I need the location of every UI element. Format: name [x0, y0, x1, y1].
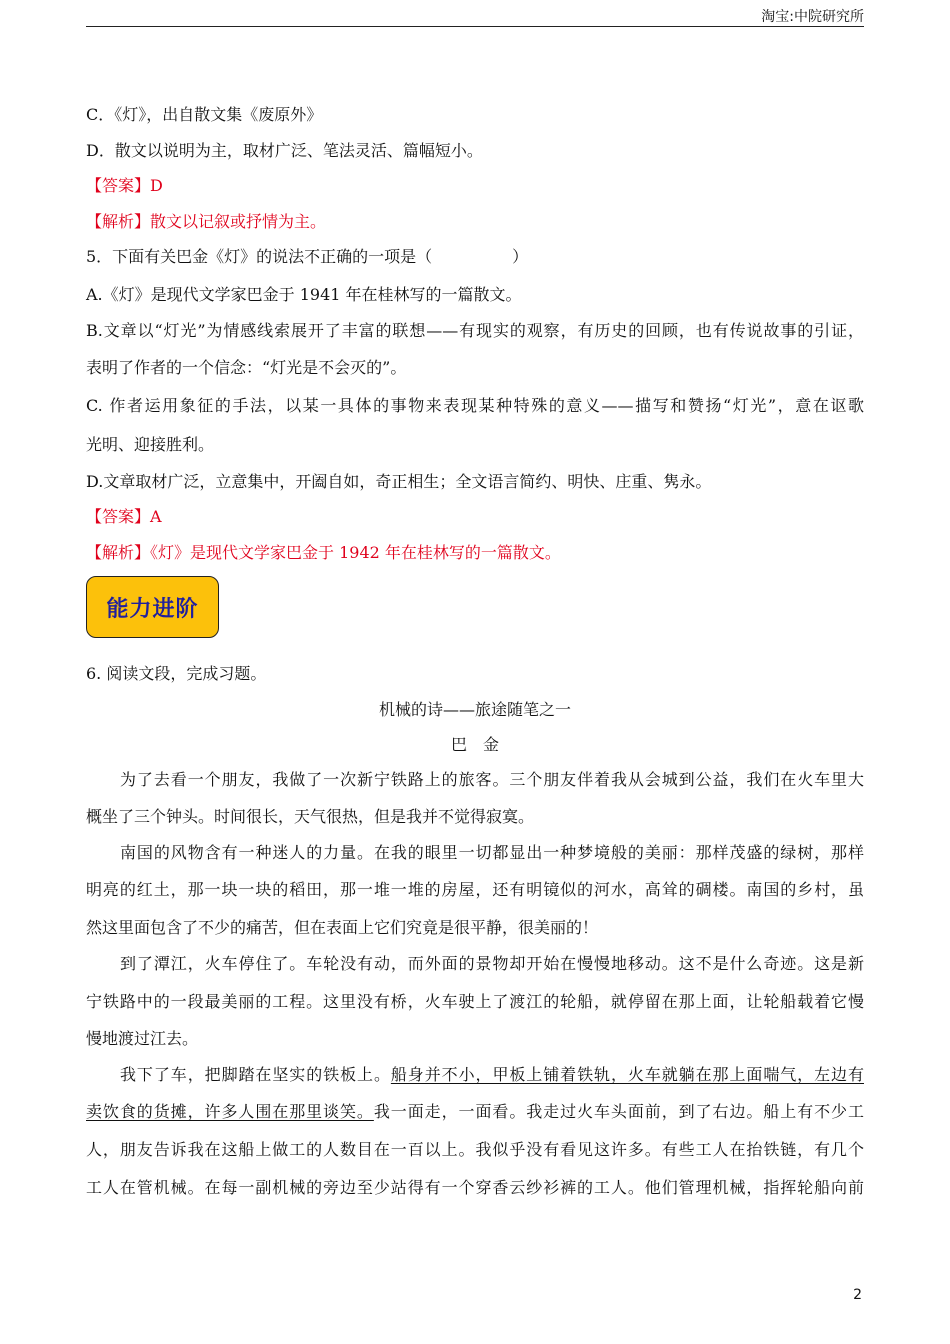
q5-analysis	[86, 542, 561, 564]
q5-stem: 5．下面有关巴金《灯》的说法不正确的一项是（ ）	[86, 247, 529, 266]
passage-p3-line1: 到了潭江，火车停住了。车轮没有动，而外面的景物却开始在慢慢地移动。这不是什么奇迹。这是新	[120, 954, 864, 973]
q5-analysis-label: 【解析】	[86, 543, 151, 562]
passage-title: 机械的诗——旅途随笔之一	[378, 700, 571, 719]
section-badge-label: 能力进阶	[106, 596, 199, 622]
q5-option-c-line1: C. 作者运用象征的手法，以某一具体的事物来表现某种特殊的意义——描写和赞扬“灯光”，意在讴歌	[86, 396, 864, 415]
q5-answer-value: A	[150, 507, 162, 526]
q4-answer-label: 【答案】	[86, 176, 151, 195]
q4-analysis-label: 【解析】	[86, 212, 151, 231]
q4-option-d: D．散文以说明为主，取材广泛、笔法灵活、篇幅短小。	[86, 141, 483, 160]
q5-answer	[86, 506, 162, 528]
header-divider	[86, 26, 864, 27]
passage-p4-line2	[86, 1101, 864, 1123]
passage-p2-line2: 明亮的红土，那一块一块的稻田，那一堆一堆的房屋，还有明镜似的河水，高耸的碉楼。南国的乡村，虽	[86, 880, 864, 899]
q5-option-a: A.《灯》是现代文学家巴金于 1941 年在桂林写的一篇散文。	[86, 285, 522, 304]
q4-answer	[86, 175, 163, 197]
q6-stem: 6. 阅读文段，完成习题。	[86, 664, 267, 683]
passage-p3-line3: 慢地渡过江去。	[86, 1029, 199, 1048]
q4-analysis-text: 散文以记叙或抒情为主。	[150, 212, 327, 231]
passage-p4-line4: 工人在管机械。在每一副机械的旁边至少站得有一个穿香云纱衫裤的工人。他们管理机械，指挥轮船向前	[86, 1178, 864, 1197]
passage-p2-line3: 然这里面包含了不少的痛苦，但在表面上它们究竟是很平静，很美丽的！	[86, 918, 599, 937]
page-number: 2	[853, 1287, 862, 1303]
q5-option-d: D.文章取材广泛，立意集中，开阖自如，奇正相生；全文语言简约、明快、庄重、隽永。	[86, 472, 712, 491]
passage-p4-line1	[120, 1064, 864, 1086]
q5-answer-label: 【答案】	[86, 507, 151, 526]
q5-option-b-line2: 表明了作者的一个信念：“灯光是不会灭的”。	[86, 358, 407, 377]
q4-answer-value: D	[150, 176, 163, 195]
passage-p3-line2: 宁铁路中的一段最美丽的工程。这里没有桥，火车驶上了渡江的轮船，就停留在那上面，让轮船载着它慢	[86, 992, 864, 1011]
q5-analysis-text: 《灯》是现代文学家巴金于 1942 年在桂林写的一篇散文。	[150, 543, 561, 562]
passage-p4-line1-plain: 我下了车，把脚踏在坚实的铁板上。	[120, 1065, 391, 1084]
passage-underlined-sentence-part1: 船身并不小，甲板上铺着铁轨，火车就躺在那上面喘气，左边有	[390, 1065, 864, 1084]
q4-option-c: C．《灯》，出自散文集《废原外》	[86, 105, 323, 124]
passage-p1-line2: 概坐了三个钟头。时间很长，天气很热，但是我并不觉得寂寞。	[86, 807, 535, 826]
passage-p2-line1: 南国的风物含有一种迷人的力量。在我的眼里一切都显出一种梦境般的美丽：那样茂盛的绿树，那样	[120, 843, 864, 862]
passage-p1-line1: 为了去看一个朋友，我做了一次新宁铁路上的旅客。三个朋友伴着我从会城到公益，我们在火车里大	[120, 770, 864, 789]
q5-option-c-line2: 光明、迎接胜利。	[86, 435, 215, 454]
header-shop-label: 淘宝:中院研究所	[761, 9, 864, 25]
passage-p4-line2-plain: 我一面走，一面看。我走过火车头面前，到了右边。船上有不少工	[373, 1102, 864, 1121]
passage-author: 巴 金	[450, 735, 499, 754]
passage-underlined-sentence-part2: 卖饮食的货摊，许多人围在那里谈笑。	[86, 1102, 374, 1121]
q5-option-b-line1: B.文章以“灯光”为情感线索展开了丰富的联想——有现实的观察，有历史的回顾，也有传说故事的引证，	[86, 321, 864, 340]
section-badge	[86, 576, 219, 638]
passage-p4-line3: 人，朋友告诉我在这船上做工的人数目在一百以上。我似乎没有看见这许多。有些工人在抬铁链，有几个	[86, 1140, 864, 1159]
q4-analysis	[86, 211, 326, 233]
